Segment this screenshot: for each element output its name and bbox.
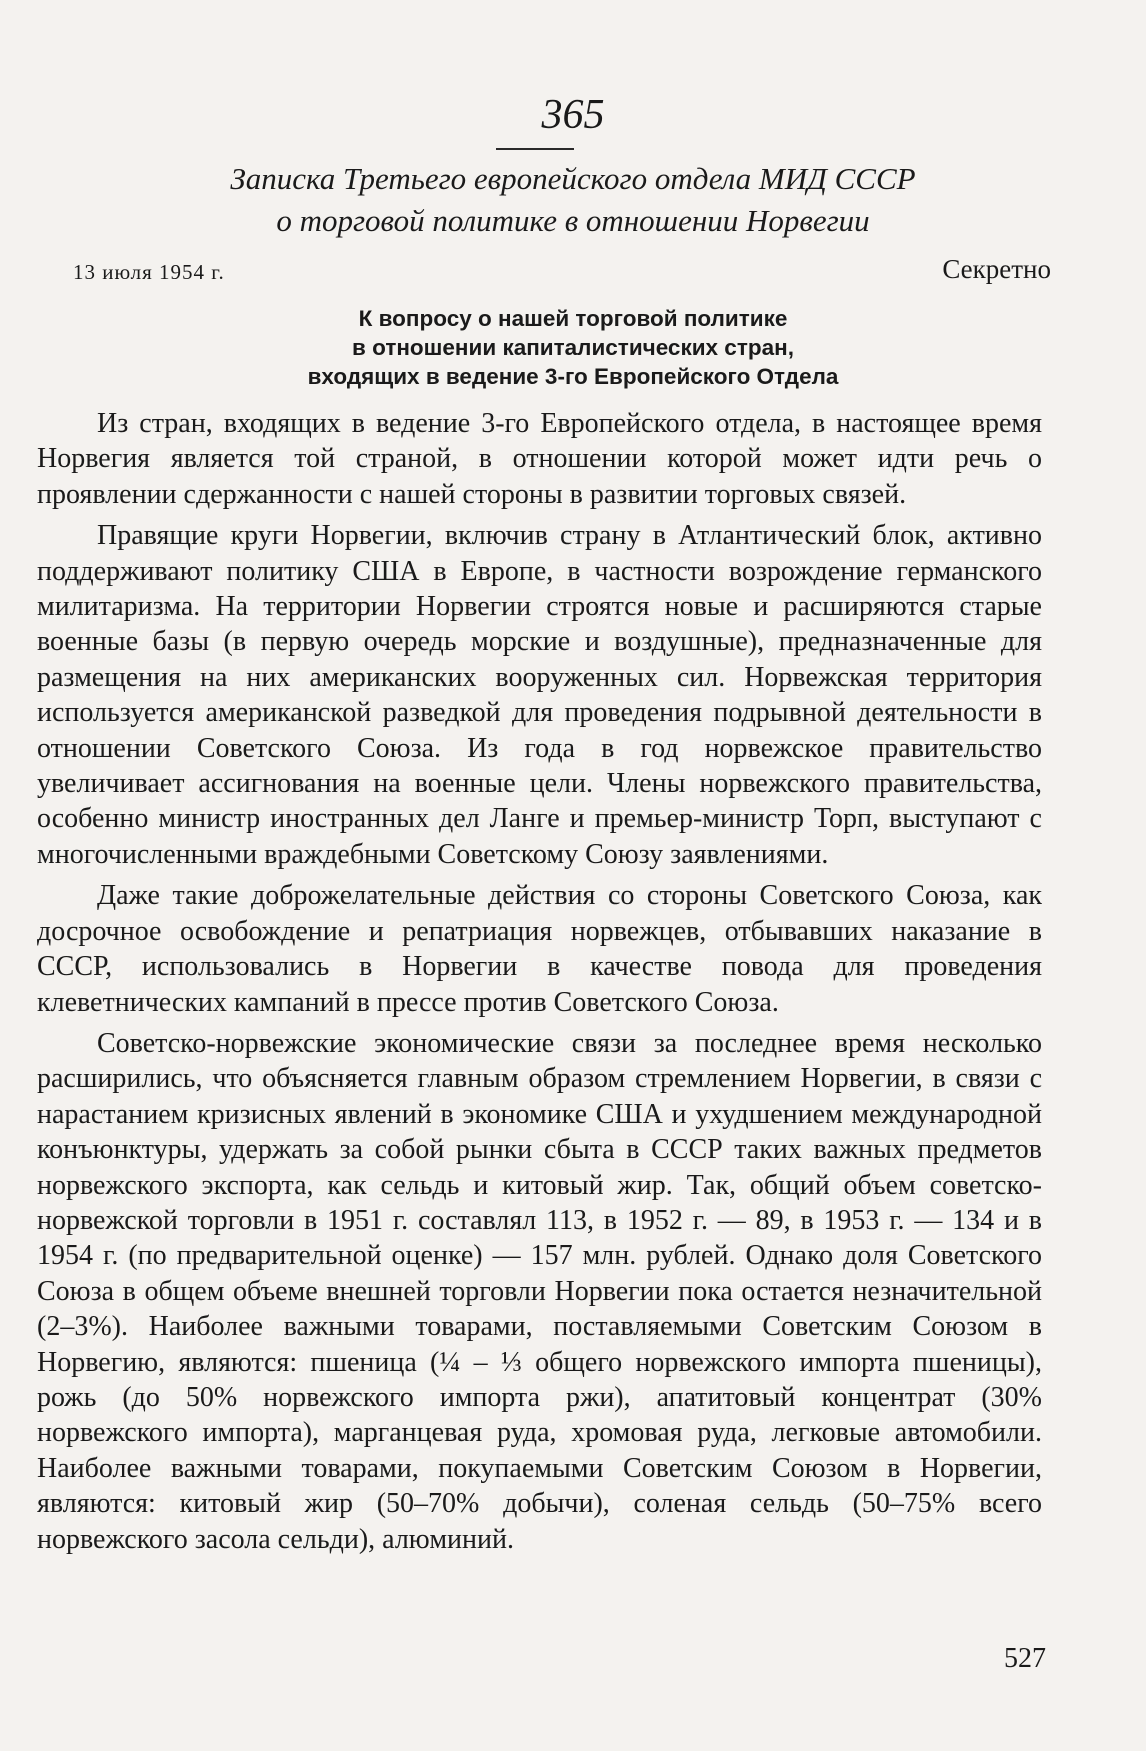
- classification-stamp: Секретно: [942, 254, 1051, 284]
- body-paragraph: Из стран, входящих в ведение 3-го Европейского отдела, в настоящее время Норвегия является той страной, в отношении которой может идти речь о проявлении сдержанности с нашей стороны в развитии торговых связей.: [37, 408, 1042, 510]
- document-number-underline: [496, 148, 574, 150]
- document-title-line: о торговой политике в отношении Норвегии: [276, 203, 870, 238]
- document-heading-line: К вопросу о нашей торговой политике: [358, 306, 788, 331]
- body-paragraph: Даже такие доброжелательные действия со стороны Советского Союза, как досрочное освобождение и репатриация норвежцев, отбывавших наказание в СССР, использовались в Норвегии в качестве повода для проведения клеветнических кампаний в прессе против Советского Союза.: [37, 880, 1042, 1018]
- document-heading-line: входящих в ведение 3-го Европейского Отдела: [307, 364, 839, 389]
- document-heading: [80, 304, 1066, 391]
- document-body: [37, 406, 1042, 1563]
- document-number: 365: [541, 92, 605, 138]
- document-title-line: Записка Третьего европейского отдела МИД СССР: [230, 161, 916, 196]
- document-heading-line: в отношении капиталистических стран,: [352, 335, 794, 360]
- page-number: 527: [1004, 1643, 1046, 1674]
- document-title: [80, 158, 1066, 242]
- document-date: 13 июля 1954 г.: [73, 260, 225, 284]
- body-paragraph: Советско-норвежские экономические связи за последнее время несколько расширились, что объясняется главным образом стремлением Норвегии, в связи с нарастанием кризисных явлений в экономике США и ухудшением международной конъюнктуры, удержать за собой рынки сбыта в СССР таких важных предметов норвежского экспорта, как сельдь и китовый жир. Так, общий объем советско-норвежской торговли в 1951 г. составлял 113, в 1952 г. — 89, в 1953 г. — 134 и в 1954 г. (по предварительной оценке) — 157 млн. рублей. Однако доля Советского Союза в общем объеме внешней торговли Норвегии пока остается незначительной (2–3%). Наиболее важными товарами, поставляемыми Советским Союзом в Норвегию, являются: пшеница (¼ – ⅓ общего норвежского импорта пшеницы), рожь (до 50% норвежского импорта ржи), апатитовый концентрат (30% норвежского импорта), марганцевая руда, хромовая руда, легковые автомобили. Наиболее важными товарами, покупаемыми Советским Союзом в Норвегии, являются: китовый жир (50–70% добычи), соленая сельдь (50–75% всего норвежского засола сельди), алюминий.: [37, 1027, 1042, 1555]
- body-paragraph: Правящие круги Норвегии, включив страну в Атлантический блок, активно поддерживают политику США в Европе, в частности возрождение германского милитаризма. На территории Норвегии строятся новые и расширяются старые военные базы (в первую очередь морские и воздушные), предназначенные для размещения на них американских вооруженных сил. Норвежская территория используется американской разведкой для проведения подрывной деятельности в отношении Советского Союза. Из года в год норвежское правительство увеличивает ассигнования на военные цели. Члены норвежского правительства, особенно министр иностранных дел Ланге и премьер-министр Торп, выступают с многочисленными враждебными Советскому Союзу заявлениями.: [37, 520, 1042, 870]
